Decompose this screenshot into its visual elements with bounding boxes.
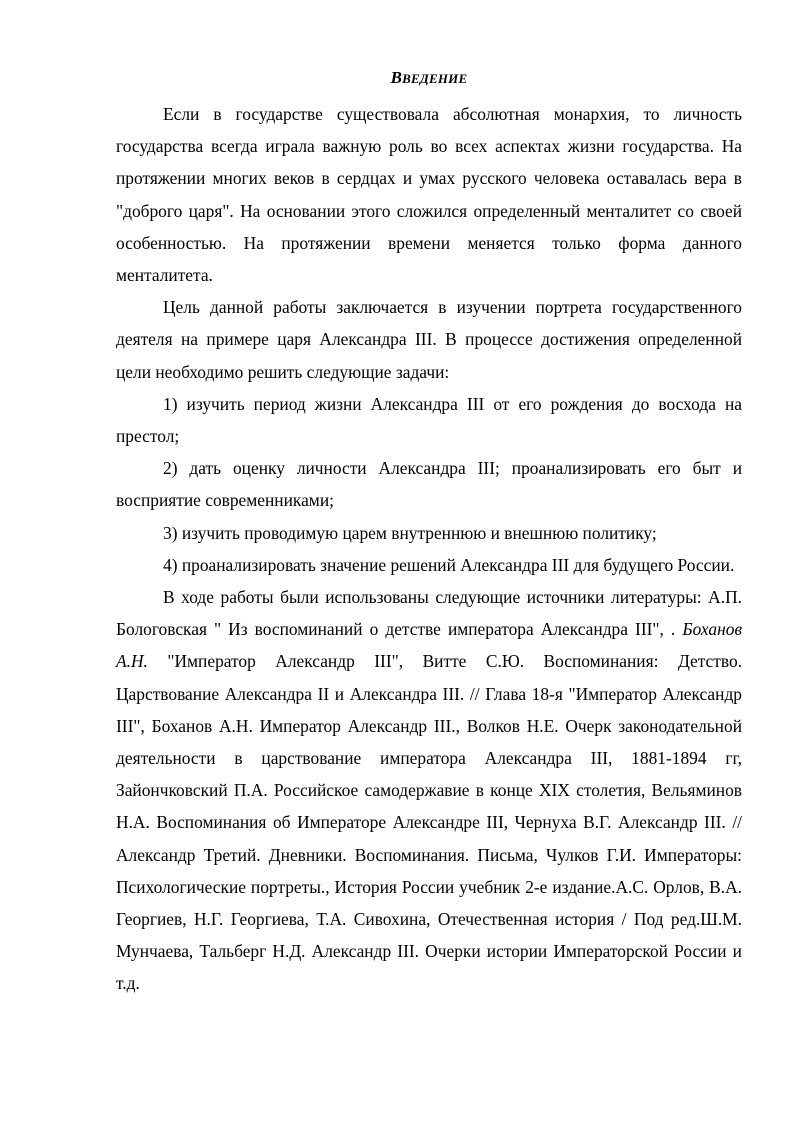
sources-author-italic: Боханов А.Н. bbox=[116, 619, 742, 672]
sources-intro: В ходе работы были использованы следующие источники литературы: А.П. Бологовская " Из воспоминаний о детстве императора Александра III", . bbox=[116, 587, 742, 640]
paragraph-intro: Если в государстве существовала абсолютная монархия, то личность государства всегда играла важную роль во всех аспектах жизни государства. На протяжении многих веков в сердцах и умах русского человека оставалась вера в "доброго царя". На основании этого сложился определенный менталитет со своей особенностью. На протяжении времени меняется только форма данного менталитета. bbox=[116, 104, 742, 286]
sources-rest: "Император Александр III", Витте С.Ю. Воспоминания: Детство. Царствование Александра II и Александра III. // Глава 18-я "Император Александр III", Боханов А.Н. Император Александр III., Волков Н.Е. Очерк законодательной деятельности в царствование императора Александра III, 1881-1894 гг, Зайончковский П.А. Российское самодержавие в конце XIX столетия, Вельяминов Н.А. Воспоминания об Императоре Александре III, Чернуха В.Г. Александр III. // Александр Третий. Дневники. Воспоминания. Письма, Чулков Г.И. Императоры: Психологические портреты., История России учебник 2-е издание.А.С. Орлов, В.А. Георгиев, Н.Г. Георгиева, Т.А. Сивохина, Отечественная история / Под ред.Ш.М. Мунчаева, Тальберг Н.Д. Александр III. Очерки истории Императорской России и т.д. bbox=[116, 651, 742, 994]
section-title: ВВЕДЕНИЕ bbox=[390, 68, 468, 87]
task-item-1: 1) изучить период жизни Александра III от его рождения до восхода на престол; bbox=[116, 393, 742, 447]
task-item-3: 3) изучить проводимую царем внутреннюю и внешнюю политику; bbox=[163, 522, 657, 543]
paragraph-sources bbox=[116, 581, 742, 1000]
page-content bbox=[116, 66, 742, 1000]
task-item-2: 2) дать оценку личности Александра III; проанализировать его быт и восприятие современниками; bbox=[116, 458, 742, 511]
task-item-4: 4) проанализировать значение решений Александра III для будущего России. bbox=[163, 554, 735, 575]
paragraph-goal: Цель данной работы заключается в изучении портрета государственного деятеля на примере царя Александра III. В процессе достижения определенной цели необходимо решить следующие задачи: bbox=[116, 297, 742, 382]
